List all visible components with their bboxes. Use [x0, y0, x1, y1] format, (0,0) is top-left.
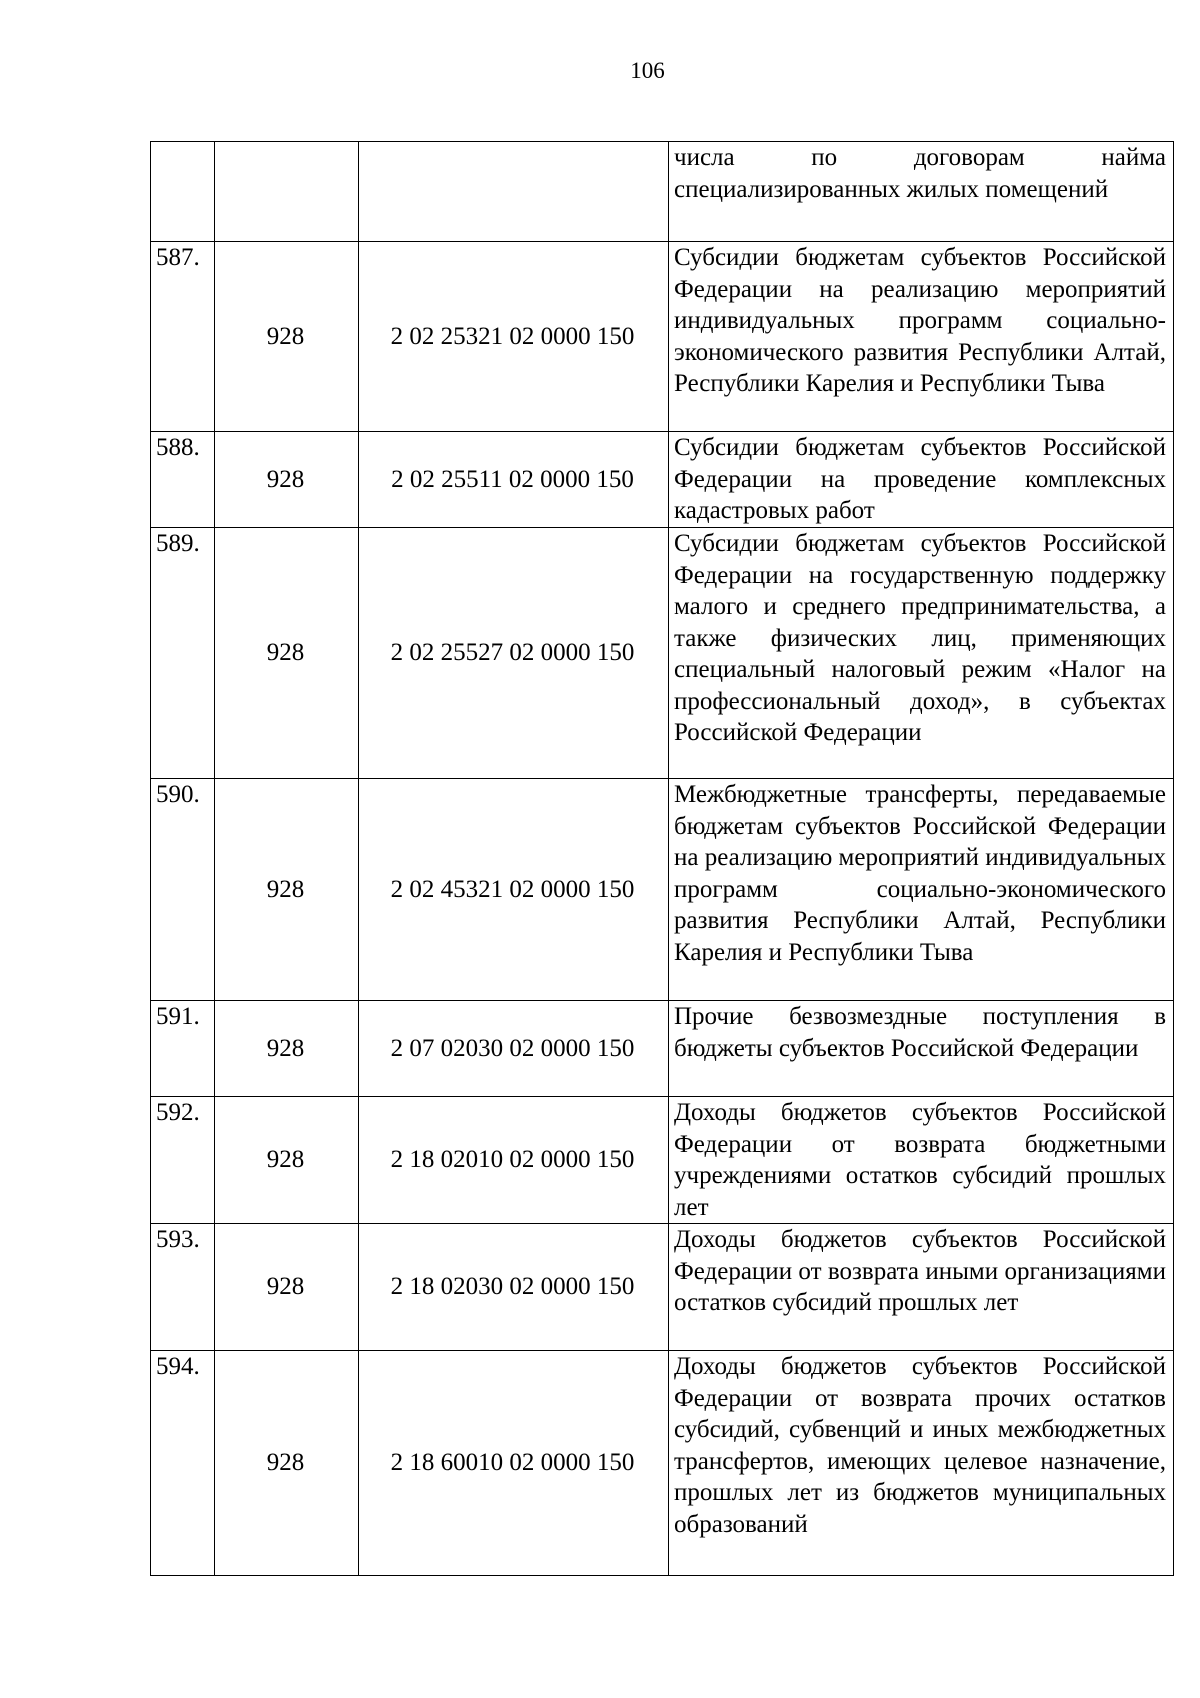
income-description: Субсидии бюджетам субъектов Российской Федерации на реализацию мероприятий индивидуальных программ социально-экономического развития Республики Алтай, Республики Карелия и Республики Тыва: [669, 242, 1174, 432]
administrator-code: 928: [215, 1001, 359, 1097]
administrator-code: [215, 142, 359, 242]
row-number: 590.: [151, 779, 215, 1001]
page-number: 106: [630, 58, 665, 83]
administrator-code: 928: [215, 1224, 359, 1351]
row-number: 591.: [151, 1001, 215, 1097]
budget-classification-code: [359, 142, 669, 242]
row-number: 592.: [151, 1097, 215, 1224]
budget-classification-code: 2 02 25511 02 0000 150: [359, 432, 669, 528]
income-description: Межбюджетные трансферты, передаваемые бюджетам субъектов Российской Федерации на реализацию мероприятий индивидуальных программ социально-экономического развития Республики Алтай, Республики Карелия и Республики Тыва: [669, 779, 1174, 1001]
administrator-code: 928: [215, 242, 359, 432]
income-description: Доходы бюджетов субъектов Российской Федерации от возврата прочих остатков субсидий, субвенций и иных межбюджетных трансфертов, имеющих целевое назначение, прошлых лет из бюджетов муниципальных образований: [669, 1351, 1174, 1576]
income-description: Субсидии бюджетам субъектов Российской Федерации на государственную поддержку малого и среднего предпринимательства, а также физических лиц, применяющих специальный налоговый режим «Налог на профессиональный доход», в субъектах Российской Федерации: [669, 528, 1174, 779]
income-description: Доходы бюджетов субъектов Российской Федерации от возврата иными организациями остатков субсидий прошлых лет: [669, 1224, 1174, 1351]
administrator-code: 928: [215, 779, 359, 1001]
row-number: 593.: [151, 1224, 215, 1351]
income-description: числа по договорам найма специализированных жилых помещений: [669, 142, 1174, 242]
row-number: [151, 142, 215, 242]
budget-classification-code: 2 18 60010 02 0000 150: [359, 1351, 669, 1576]
income-description: Прочие безвозмездные поступления в бюджеты субъектов Российской Федерации: [669, 1001, 1174, 1097]
table-row: [151, 242, 1174, 432]
table-row: [151, 1097, 1174, 1224]
row-number: 587.: [151, 242, 215, 432]
row-number: 588.: [151, 432, 215, 528]
budget-classification-code: 2 07 02030 02 0000 150: [359, 1001, 669, 1097]
budget-classification-code: 2 18 02030 02 0000 150: [359, 1224, 669, 1351]
row-number: 589.: [151, 528, 215, 779]
administrator-code: 928: [215, 1097, 359, 1224]
table-row: [151, 779, 1174, 1001]
administrator-code: 928: [215, 1351, 359, 1576]
table-row: [151, 528, 1174, 779]
budget-classification-code: 2 02 25321 02 0000 150: [359, 242, 669, 432]
income-description: Субсидии бюджетам субъектов Российской Федерации на проведение комплексных кадастровых работ: [669, 432, 1174, 528]
table-row: [151, 432, 1174, 528]
budget-classification-code: 2 02 45321 02 0000 150: [359, 779, 669, 1001]
income-description: Доходы бюджетов субъектов Российской Федерации от возврата бюджетными учреждениями остатков субсидий прошлых лет: [669, 1097, 1174, 1224]
table-row: [151, 1001, 1174, 1097]
table-row: [151, 1224, 1174, 1351]
table-row: [151, 142, 1174, 242]
budget-classification-code: 2 02 25527 02 0000 150: [359, 528, 669, 779]
revenue-codes-table: [150, 141, 1174, 1576]
administrator-code: 928: [215, 432, 359, 528]
administrator-code: 928: [215, 528, 359, 779]
budget-classification-code: 2 18 02010 02 0000 150: [359, 1097, 669, 1224]
table-row: [151, 1351, 1174, 1576]
row-number: 594.: [151, 1351, 215, 1576]
